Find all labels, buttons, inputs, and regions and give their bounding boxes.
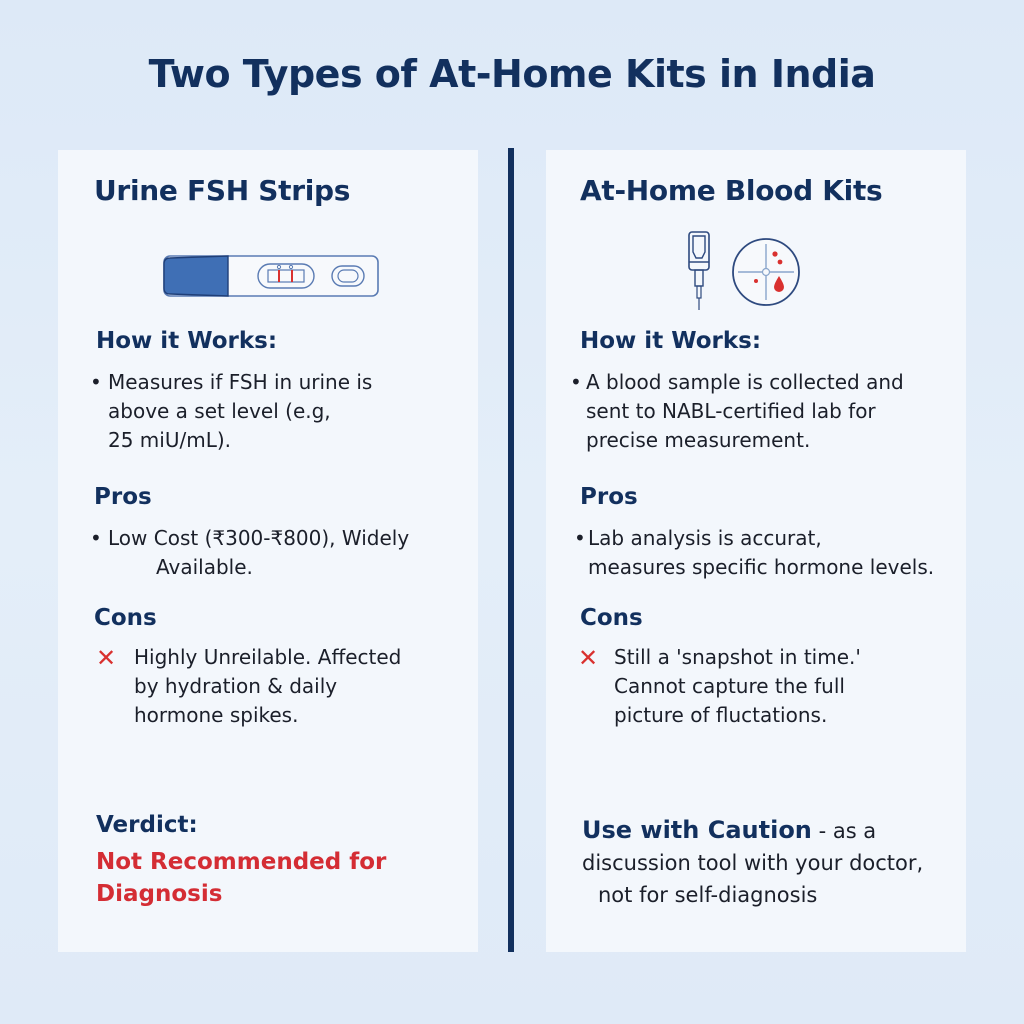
- blood-kits-panel: [546, 150, 966, 952]
- text-line: Highly Unreilable. Affected: [134, 645, 402, 669]
- bullet-icon: •: [574, 526, 586, 550]
- lancet-icon: [684, 230, 714, 312]
- text-line: precise measurement.: [586, 428, 811, 452]
- panel-title: Urine FSH Strips: [94, 174, 351, 207]
- text-line: hormone spikes.: [134, 703, 299, 727]
- text-line: picture of fluctations.: [614, 703, 828, 727]
- bullet-icon: •: [570, 370, 582, 394]
- text-line: above a set level (e.g,: [108, 399, 331, 423]
- verdict-rest: - as a: [811, 819, 877, 843]
- text-line: Cannot capture the full: [614, 674, 845, 698]
- pros-heading: Pros: [94, 484, 152, 510]
- verdict-line: discussion tool with your doctor,: [582, 851, 924, 875]
- cons-text: [614, 643, 861, 730]
- cons-text: [134, 643, 401, 730]
- text-line: Low Cost (₹300-₹800), Widely: [108, 526, 410, 550]
- page-title: Two Types of At-Home Kits in India: [148, 52, 876, 96]
- x-mark-icon: ✕: [578, 644, 599, 672]
- bullet-icon: •: [90, 370, 102, 394]
- text-line: A blood sample is collected and: [586, 370, 904, 394]
- pros-text: [108, 524, 409, 582]
- text-line: 25 miU/mL).: [108, 428, 232, 452]
- text-line: sent to NABL-certified lab for: [586, 399, 876, 423]
- pros-heading: Pros: [580, 484, 638, 510]
- cons-heading: Cons: [94, 605, 157, 631]
- verdict-line: [582, 814, 923, 847]
- urine-strips-panel: [58, 150, 478, 952]
- text-line: Still a 'snapshot in time.': [614, 645, 861, 669]
- verdict-heading: Verdict:: [96, 812, 198, 838]
- column-divider: [508, 148, 514, 952]
- verdict-line: Not Recommended for: [96, 849, 387, 875]
- text-line: Measures if FSH in urine is: [108, 370, 373, 394]
- panel-title: At-Home Blood Kits: [580, 174, 883, 207]
- how-it-works-text: [586, 368, 904, 455]
- verdict-text: [96, 846, 386, 910]
- verdict-bold: Use with Caution: [582, 816, 812, 844]
- text-line: by hydration & daily: [134, 674, 338, 698]
- x-mark-icon: ✕: [96, 644, 117, 672]
- blood-sample-circle-icon: [730, 236, 802, 308]
- text-line: Lab analysis is accurat,: [588, 526, 822, 550]
- verdict-line: Diagnosis: [96, 881, 223, 907]
- how-it-works-heading: How it Works:: [580, 328, 762, 354]
- bullet-icon: •: [90, 526, 102, 550]
- test-strip-icon: [162, 252, 382, 300]
- how-it-works-heading: How it Works:: [96, 328, 278, 354]
- cons-heading: Cons: [580, 605, 643, 631]
- verdict-text: [582, 814, 923, 911]
- verdict-line: not for self-diagnosis: [598, 883, 818, 907]
- text-line: measures specific hormone levels.: [588, 555, 935, 579]
- how-it-works-text: [108, 368, 372, 455]
- text-line: Available.: [156, 555, 253, 579]
- pros-text: [588, 524, 934, 582]
